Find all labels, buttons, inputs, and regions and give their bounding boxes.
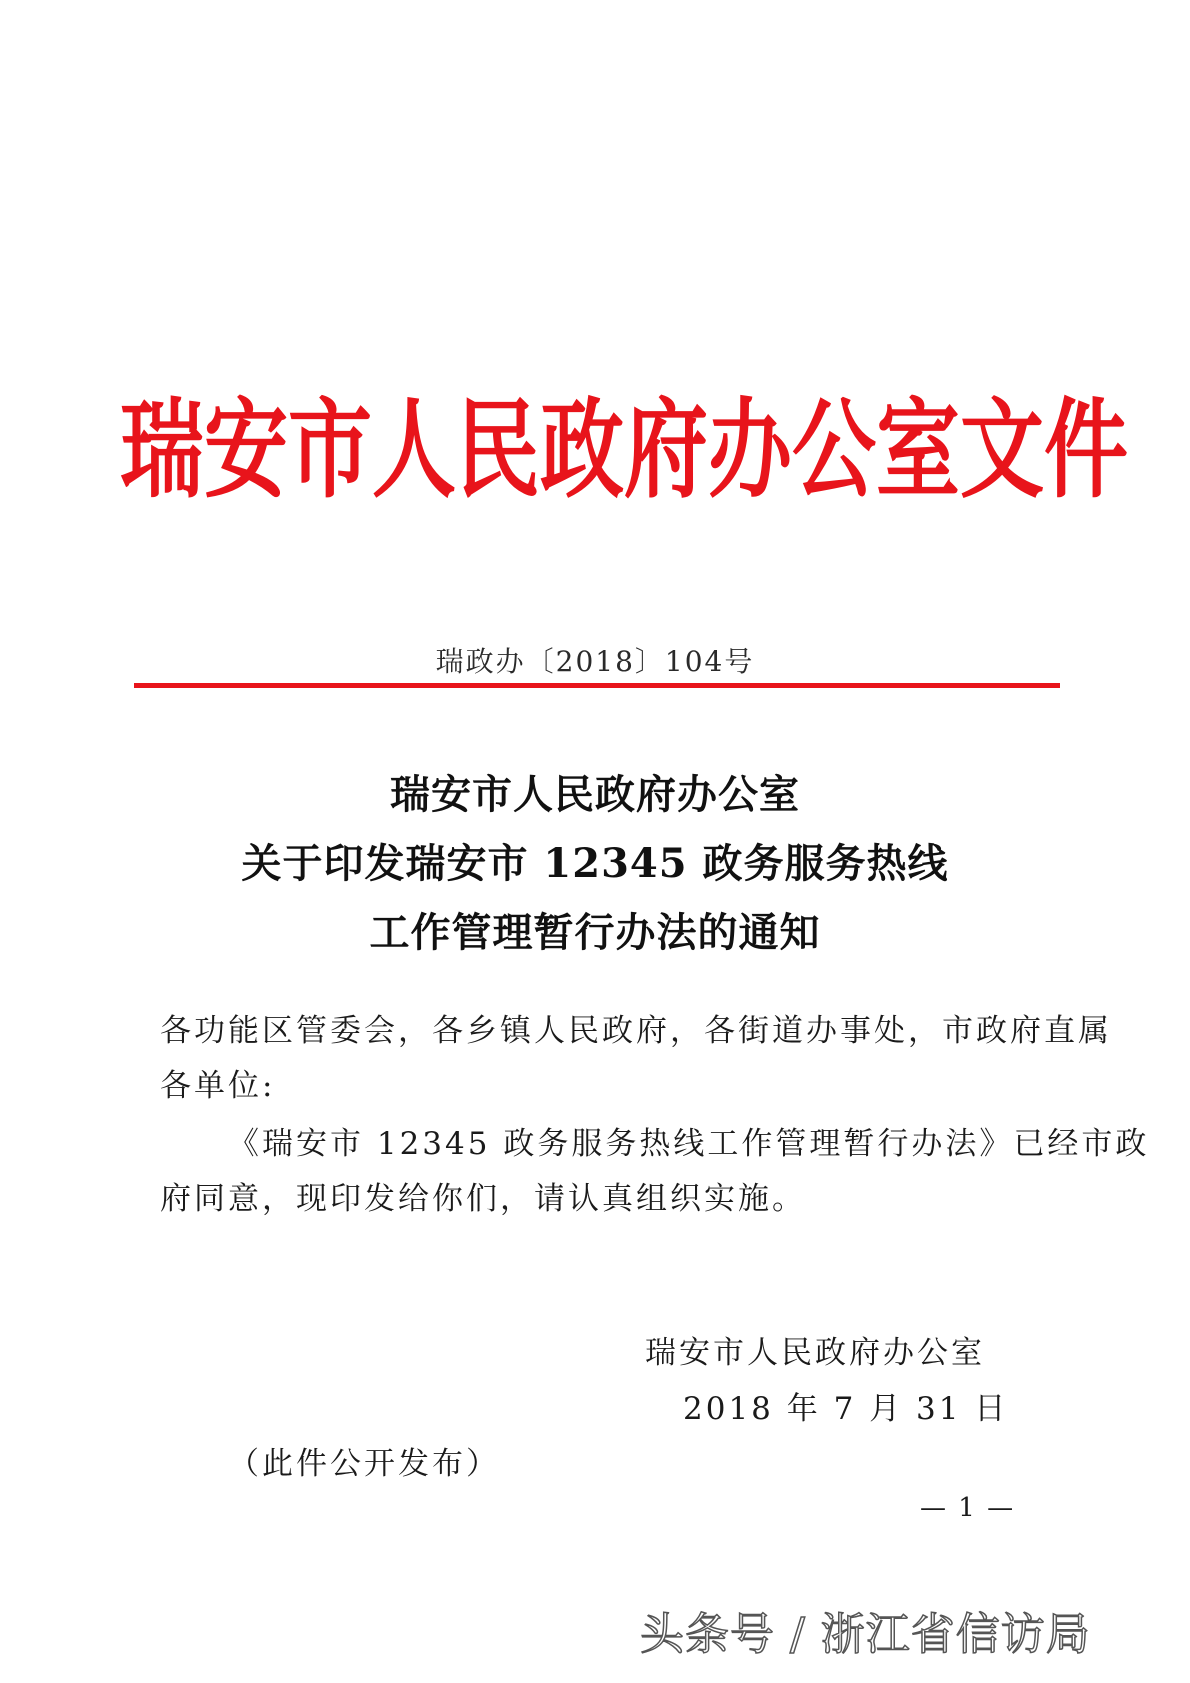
- document-number: 瑞政办〔2018〕104号: [435, 645, 755, 678]
- title-line-1: 瑞安市人民政府办公室: [390, 771, 800, 818]
- signer: 瑞安市人民政府办公室: [645, 1335, 985, 1371]
- title-line-3: 工作管理暂行办法的通知: [369, 909, 821, 956]
- salutation-line-1: 各功能区管委会，各乡镇人民政府，各街道办事处，市政府直属: [160, 1013, 1112, 1049]
- page-number: — 1 —: [920, 1493, 1016, 1523]
- paragraph-line-2: 府同意，现印发给你们，请认真组织实施。: [160, 1181, 806, 1217]
- salutation-line-2: 各单位:: [160, 1068, 276, 1104]
- public-release-note: （此件公开发布）: [228, 1446, 500, 1482]
- watermark: 头条号 / 浙江省信访局: [640, 1609, 1091, 1660]
- red-header-title: 瑞安市人民政府办公室文件: [120, 386, 1129, 513]
- title-line-2: 关于印发瑞安市 12345 政务服务热线: [241, 840, 949, 887]
- red-divider-line: [134, 683, 1060, 688]
- issue-date: 2018 年 7 月 31 日: [683, 1391, 1009, 1427]
- paragraph-line-1: 《瑞安市 12345 政务服务热线工作管理暂行办法》已经市政: [228, 1126, 1150, 1162]
